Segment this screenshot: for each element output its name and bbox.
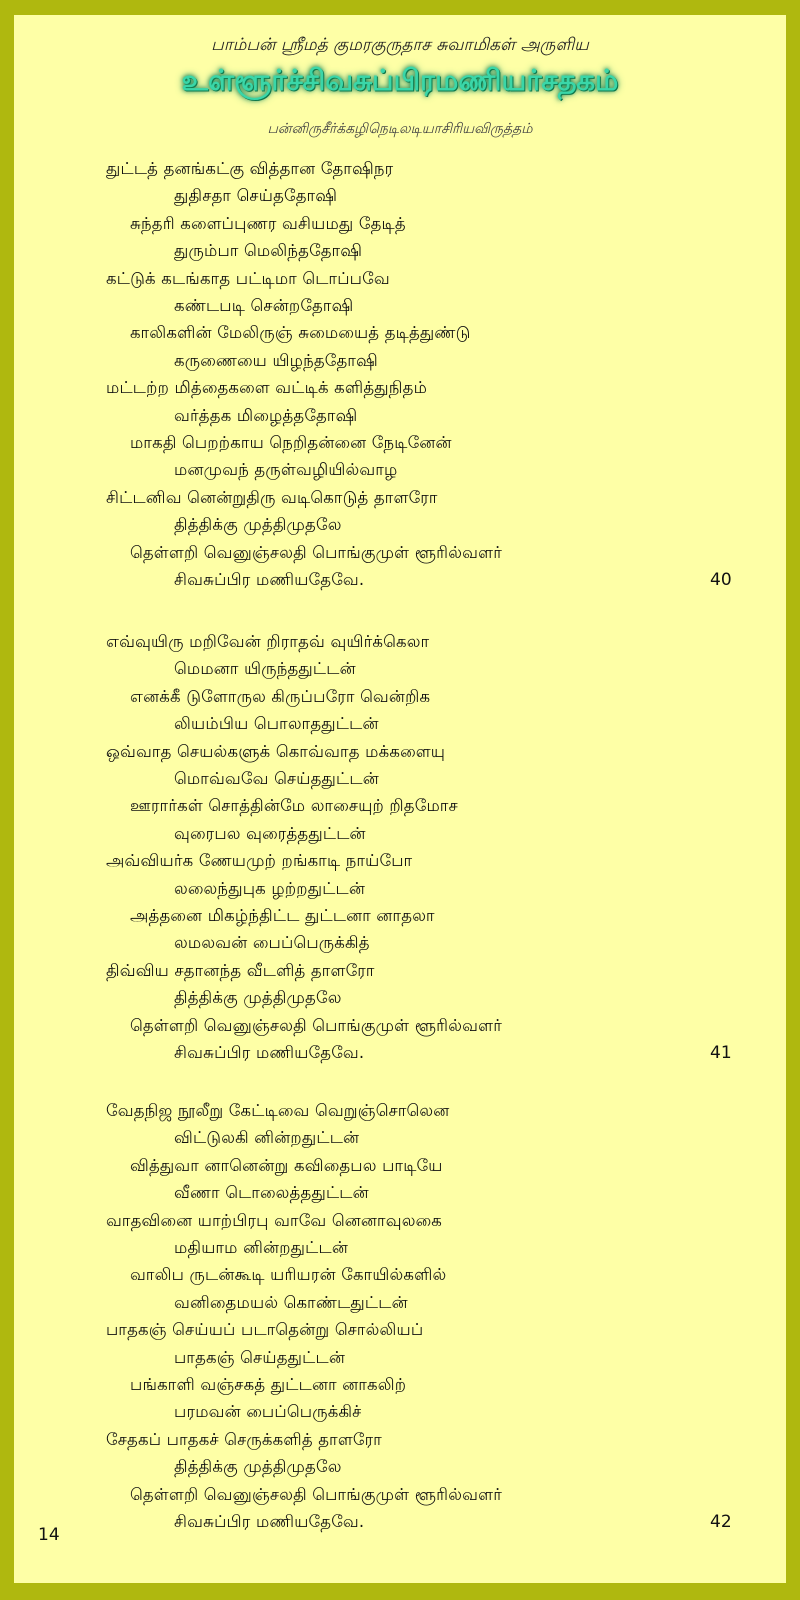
verse-line: பங்காளி வஞ்சகத் துட்டனா னாகலிற் (130, 1375, 407, 1394)
verse-number: 42 (710, 1512, 732, 1532)
verse-line: சிவசுப்பிர மணியதேவே. (174, 1043, 365, 1062)
verse-line: தெள்ளறி வெனுஞ்சலதி பொங்குமுள் ளூரில்வளர் (130, 1015, 503, 1035)
verse-line: மட்டற்ற மித்தைகளை வட்டிக் களித்துநிதம் (106, 378, 428, 398)
verse-line: கருணையை யிழந்ததோஷி (174, 350, 378, 370)
verse-line: வாலிப ருடன்கூடி யரியரன் கோயில்களில் (130, 1265, 447, 1285)
verse-line: மொவ்வவே செய்ததுட்டன் (174, 769, 379, 788)
page-title: உள்ளூர்ச்சிவசுப்பிரமணியர்சதகம் (181, 63, 619, 97)
verse-line: தித்திக்கு முத்திமுதலே (174, 1457, 342, 1477)
verse-line: வர்த்தக மிழைத்ததோஷி (174, 405, 358, 425)
verse-line: மதியாம னின்றதுட்டன் (174, 1238, 349, 1257)
verse-line: சிவசுப்பிர மணியதேவே. (174, 1512, 365, 1531)
verse-line: மனமுவந் தருள்வழியில்வாழ (174, 460, 398, 480)
author-subtitle: பாம்பன் ஸ்ரீமத் குமரகுருதாச சுவாமிகள் அருளிய (211, 35, 589, 55)
verse-line: எவ்வுயிரு மறிவேன் றிராதவ் வுயிர்க்கெலா (106, 632, 430, 651)
verse-line: வீணா டொலைத்ததுட்டன் (174, 1183, 369, 1203)
verse-line: ஒவ்வாத செயல்களுக் கொவ்வாத மக்களையு (106, 741, 446, 761)
verse-line: சேதகப் பாதகச் செருக்களித் தாளரோ (106, 1429, 382, 1449)
verse-line: வுரைபல வுரைத்ததுட்டன் (174, 823, 366, 843)
verse-line: ஊரார்கள் சொத்தின்மே லாசையுற் றிதமோச (130, 796, 458, 816)
verse-line: லியம்பிய பொலாததுட்டன் (174, 714, 379, 734)
verse-line: லலைந்துபுக ழற்றதுட்டன் (174, 878, 366, 898)
verse-line: அத்தனை மிகழ்ந்திட்ட துட்டனா னாதலா (130, 906, 435, 925)
verse-line: தெள்ளறி வெனுஞ்சலதி பொங்குமுள் ளூரில்வளர் (130, 1484, 503, 1504)
verse-line: சிட்டனிவ னென்றுதிரு வடிகொடுத் தாளரோ (106, 487, 438, 507)
verse-line: கண்டபடி சென்றதோஷி (174, 296, 354, 315)
verse-line: வனிதைமயல் கொண்டதுட்டன் (174, 1292, 408, 1312)
verse-number: 40 (710, 570, 732, 590)
verse-line: பரமவன் பைப்பெருக்கிச் (174, 1402, 362, 1422)
verse-line: கட்டுக் கடங்காத பட்டிமா டொப்பவே (106, 268, 390, 288)
page (14, 15, 786, 1583)
verse-line: சுந்தரி களைப்புணர வசியமது தேடித் (130, 213, 406, 233)
verse-line: துதிசதா செய்ததோஷி (174, 186, 338, 206)
verse-line: தெள்ளறி வெனுஞ்சலதி பொங்குமுள் ளூரில்வளர் (130, 542, 503, 562)
verse-line: வேதநிஜ நூலீறு கேட்டிவை வெறுஞ்சொலென (106, 1101, 450, 1120)
verse-line: மாகதி பெறற்காய நெறிதன்னை நேடினேன் (130, 433, 452, 452)
page-number: 14 (38, 1525, 60, 1545)
metre-subtitle: பன்னிருசீர்க்கழிநெடிலடியாசிரியவிருத்தம் (267, 121, 533, 137)
verse-line: தித்திக்கு முத்திமுதலே (174, 515, 342, 535)
verse-number: 41 (710, 1043, 732, 1063)
verse-line: அவ்வியர்க ணேயமுற் றங்காடி நாய்போ (106, 851, 413, 871)
verse-line: பாதகஞ் செய்யப் படாதென்று சொல்லியப் (106, 1320, 424, 1340)
verse-line: திவ்விய சதானந்த வீடளித் தாளரோ (106, 960, 375, 980)
verse-line: பாதகஞ் செய்ததுட்டன் (174, 1347, 346, 1367)
verse-line: மெமனா யிருந்ததுட்டன் (174, 659, 356, 679)
verse-line: சிவசுப்பிர மணியதேவே. (174, 570, 365, 589)
verse-line: துட்டத் தனங்கட்கு வித்தான தோஷிநர (106, 159, 394, 178)
verse-line: துரும்பா மெலிந்ததோஷி (174, 241, 363, 261)
verse-line: வாதவினை யாற்பிரபு வாவே னெனாவுலகை (106, 1210, 442, 1230)
verse-line: விட்டுலகி னின்றதுட்டன் (174, 1128, 360, 1148)
verse-line: லமலவன் பைப்பெருக்கித் (174, 933, 370, 953)
verse-line: தித்திக்கு முத்திமுதலே (174, 988, 342, 1008)
verse-line: காலிகளின் மேலிருஞ் சுமையைத் தடித்துண்டு (130, 323, 471, 343)
verse-line: வித்துவா னானென்று கவிதைபல பாடியே (130, 1155, 443, 1175)
verse-line: எனக்கீ டுளோருல கிருப்பரோ வென்றிக (130, 686, 431, 706)
